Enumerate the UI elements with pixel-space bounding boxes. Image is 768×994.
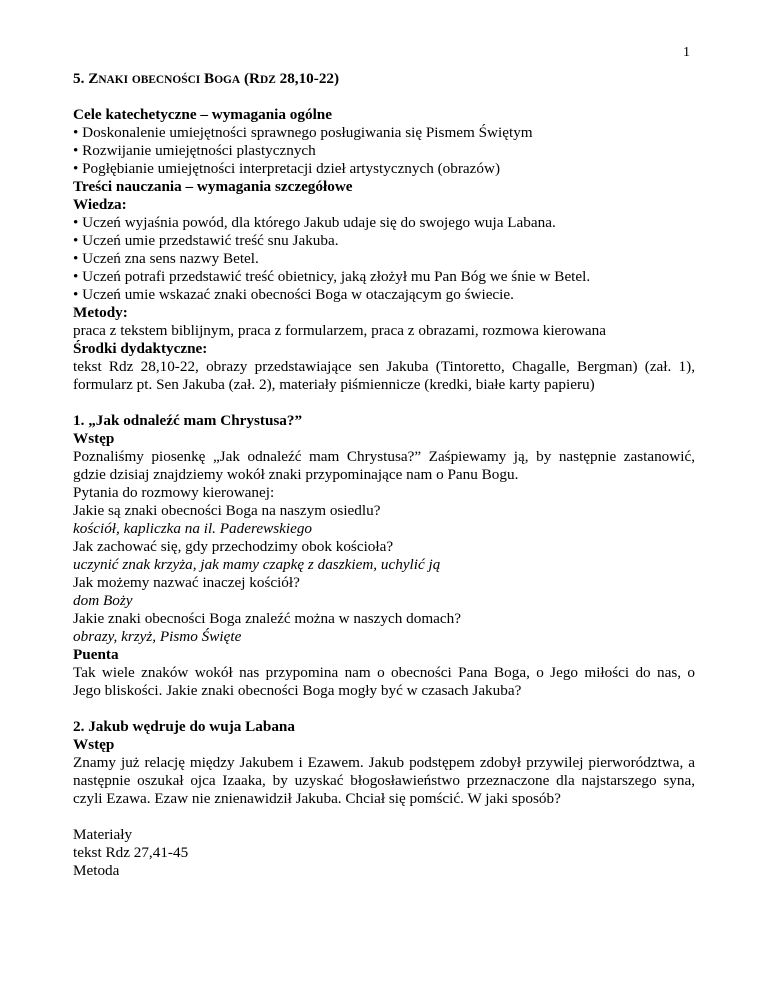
questions-label: Pytania do rozmowy kierowanej: xyxy=(73,484,275,501)
content-requirements-heading: Treści nauczania – wymagania szczegółowe xyxy=(73,178,353,195)
knowledge-item: • Uczeń umie wskazać znaki obecności Boga w otaczającym go świecie. xyxy=(73,286,514,303)
section-1-intro-text: gdzie dzisiaj znajdziemy wokół znaki przypominające nam o Panu Bogu. xyxy=(73,466,519,483)
section-2-intro-heading: Wstęp xyxy=(73,736,115,753)
goal-item: • Rozwijanie umiejętności plastycznych xyxy=(73,142,316,159)
answer: kościół, kapliczka na il. Paderewskiego xyxy=(73,520,313,537)
punchline-text: Tak wiele znaków wokół nas przypomina nam o obecności Pana Boga, o Jego miłości do nas, o xyxy=(73,664,695,681)
section-1-intro-text: Poznaliśmy piosenkę „Jak odnaleźć mam Chrystusa?” Zaśpiewamy ją, by następnie zastanowić, xyxy=(73,448,695,465)
section-2-intro-text: czyli Ezawa. Ezaw nie znienawidził Jakuba. Chciał się pomścić. W jaki sposób? xyxy=(73,790,561,807)
punchline-text: Jego bliskości. Jakie znaki obecności Boga mogły być w czasach Jakuba? xyxy=(73,682,522,699)
question: Jakie znaki obecności Boga znaleźć można w naszych domach? xyxy=(73,610,461,627)
knowledge-item: • Uczeń wyjaśnia powód, dla którego Jakub udaje się do swojego wuja Labana. xyxy=(73,214,556,231)
answer: uczynić znak krzyża, jak mamy czapkę z daszkiem, uchylić ją xyxy=(73,556,441,573)
answer: obrazy, krzyż, Pismo Święte xyxy=(73,628,242,645)
answer: dom Boży xyxy=(73,592,133,609)
method-label: Metoda xyxy=(73,862,120,879)
knowledge-heading: Wiedza: xyxy=(73,196,127,213)
page-number: 1 xyxy=(683,45,690,60)
knowledge-item: • Uczeń umie przedstawić treść snu Jakuba. xyxy=(73,232,339,249)
goal-item: • Pogłębianie umiejętności interpretacji dzieł artystycznych (obrazów) xyxy=(73,160,501,177)
section-1-intro-heading: Wstęp xyxy=(73,430,115,447)
aids-heading: Środki dydaktyczne: xyxy=(73,340,208,357)
goal-item: • Doskonalenie umiejętności sprawnego posługiwania się Pismem Świętym xyxy=(73,124,533,141)
methods-heading: Metody: xyxy=(73,304,128,321)
section-1-title: 1. „Jak odnaleźć mam Chrystusa?” xyxy=(73,412,303,429)
question: Jakie są znaki obecności Boga na naszym osiedlu? xyxy=(73,502,381,519)
goals-heading: Cele katechetyczne – wymagania ogólne xyxy=(73,106,332,123)
knowledge-item: • Uczeń zna sens nazwy Betel. xyxy=(73,250,259,267)
question: Jak możemy nazwać inaczej kościół? xyxy=(73,574,300,591)
section-2-intro-text: następnie oszukał ojca Izaaka, by uzyskać błogosławieństwo przeznaczone dla najstarszego syna, xyxy=(73,772,695,789)
materials-label: Materiały xyxy=(73,826,133,843)
aids-text: formularz pt. Sen Jakuba (zał. 2), materiały piśmiennicze (kredki, białe karty papieru) xyxy=(73,376,595,393)
question: Jak zachować się, gdy przechodzimy obok kościoła? xyxy=(73,538,394,555)
methods-text: praca z tekstem biblijnym, praca z formularzem, praca z obrazami, rozmowa kierowana xyxy=(73,322,606,339)
section-2-intro-text: Znamy już relację między Jakubem i Ezawem. Jakub podstępem zdobył przywilej pierworództwa, a xyxy=(73,754,695,771)
document-body xyxy=(73,70,695,880)
section-2-title: 2. Jakub wędruje do wuja Labana xyxy=(73,718,295,735)
punchline-heading: Puenta xyxy=(73,646,119,663)
lesson-title: 5. ZNAKI OBECNOŚCI BOGA (RDZ 28,10-22) xyxy=(73,70,340,87)
aids-text: tekst Rdz 28,10-22, obrazy przedstawiające sen Jakuba (Tintoretto, Chagalle, Bergman) (zał. 1), xyxy=(73,358,695,375)
materials-text: tekst Rdz 27,41-45 xyxy=(73,844,189,861)
knowledge-item: • Uczeń potrafi przedstawić treść obietnicy, jaką złożył mu Pan Bóg we śnie w Betel. xyxy=(73,268,591,285)
